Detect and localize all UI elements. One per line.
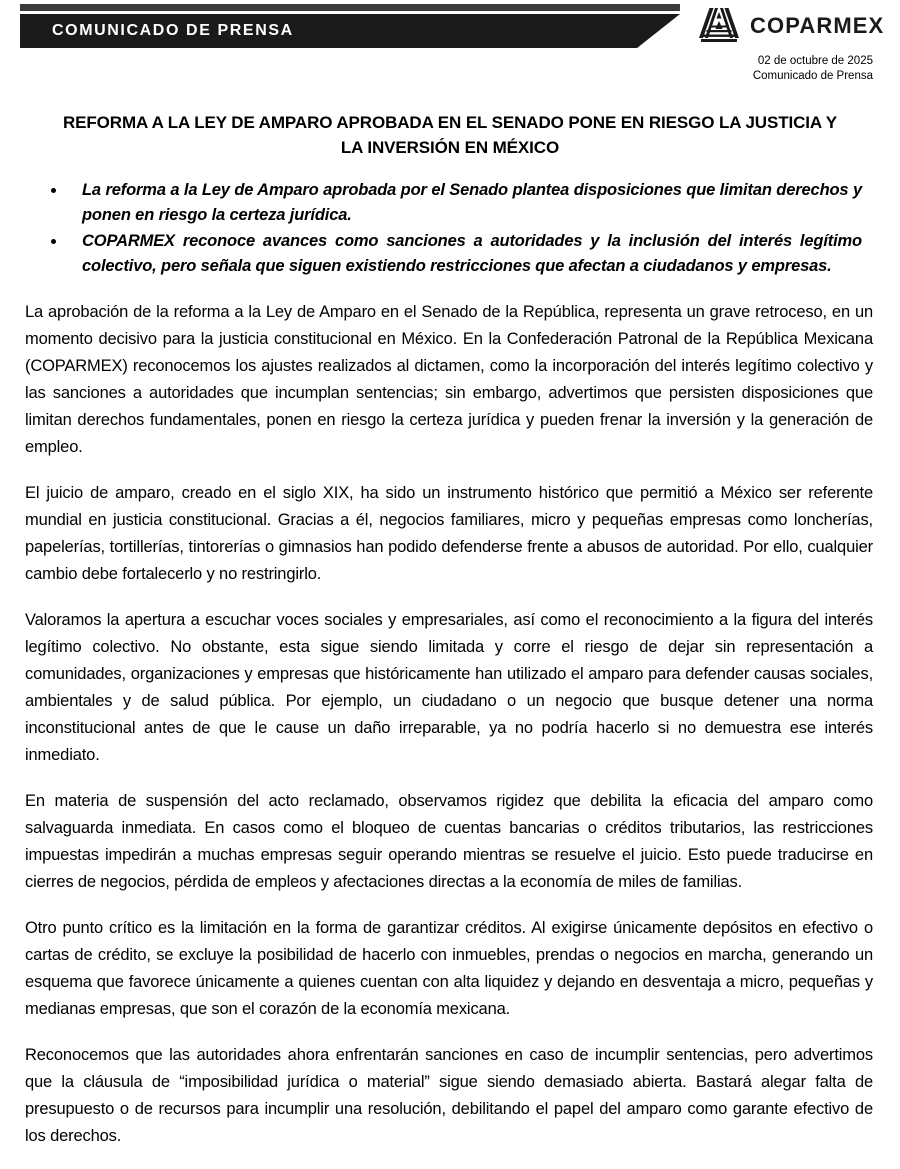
- body-paragraph: El juicio de amparo, creado en el siglo XIX, ha sido un instrumento histórico que permitió a México ser referente mundial en justicia constitucional. Gracias a él, negocios familiares, micro y pequeñas empresas como loncherías, papelerías, tortillerías, tintorerías o gimnasios han podido defenderse frente a abusos de autoridad. Por ello, cualquier cambio debe fortalecerlo y no restringirlo.: [25, 484, 873, 583]
- press-release-banner-label: COMUNICADO DE PRENSA: [52, 22, 294, 39]
- header-top-rule: [20, 4, 680, 11]
- document-type: Comunicado de Prensa: [752, 70, 873, 82]
- body-paragraph: Valoramos la apertura a escuchar voces sociales y empresariales, así como el reconocimiento a la figura del interés legítimo colectivo. No obstante, esta sigue siendo limitada y corre el riesgo de dejar sin representación a comunidades, organizaciones y empresas que históricamente han utilizado el amparo para defender causas sociales, ambientales y de salud pública. Por ejemplo, un ciudadano o un negocio que busque detener una norma inconstitucional antes de que le cause un daño irreparable, ya no podría hacerlo si no demuestra ese interés inmediato.: [25, 611, 873, 764]
- coparmex-pyramid-logo-icon: [697, 6, 741, 46]
- list-item: COPARMEX reconoce avances como sanciones a autoridades y la inclusión del interés legítimo colectivo, pero señala que siguen existiendo restricciones que afectan a ciudadanos y empresas.: [38, 229, 862, 279]
- coparmex-wordmark: COPARMEX: [750, 13, 885, 38]
- body-copy: [25, 299, 873, 1150]
- page-title: REFORMA A LA LEY DE AMPARO APROBADA EN EL SENADO PONE EN RIESGO LA JUSTICIA Y LA INVERSIÓN EN MÉXICO: [62, 113, 838, 157]
- body-paragraph: En materia de suspensión del acto reclamado, observamos rigidez que debilita la eficacia del amparo como salvaguarda inmediata. En casos como el bloqueo de cuentas bancarias o créditos tributarios, las restricciones impuestas impedirán a muchas empresas seguir operando mientras se resuelve el juicio. Esto puede traducirse en cierres de negocios, pérdida de empleos y afectaciones directas a la economía de miles de familias.: [25, 792, 873, 891]
- body-paragraph: La aprobación de la reforma a la Ley de Amparo en el Senado de la República, representa un grave retroceso, en un momento decisivo para la justicia constitucional en México. En la Confederación Patronal de la República Mexicana (COPARMEX) reconocemos los ajustes realizados al dictamen, como la incorporación del interés legítimo colectivo y las sanciones a autoridades que incumplan sentencias; sin embargo, advertimos que persisten disposiciones que limitan derechos fundamentales, ponen en riesgo la certeza jurídica y pueden frenar la inversión y la generación de empleo.: [25, 303, 873, 456]
- publication-date: 02 de octubre de 2025: [757, 55, 873, 67]
- key-points-list: [38, 178, 862, 279]
- coparmex-brand: [697, 6, 884, 46]
- body-paragraph: Reconocemos que las autoridades ahora enfrentarán sanciones en caso de incumplir sentencias, pero advertimos que la cláusula de “imposibilidad jurídica o material” sigue siendo demasiado abierta. Bastará alegar falta de presupuesto o de recursos para incumplir una resolución, debilitando el papel del amparo como garante efectivo de los derechos.: [25, 1046, 873, 1145]
- list-item: La reforma a la Ley de Amparo aprobada por el Senado plantea disposiciones que limitan derechos y ponen en riesgo la certeza jurídica.: [38, 178, 862, 228]
- document-header: [0, 0, 900, 96]
- body-paragraph: Otro punto crítico es la limitación en la forma de garantizar créditos. Al exigirse únicamente depósitos en efectivo o cartas de crédito, se excluye la posibilidad de hacerlo con inmuebles, prendas o negocios en marcha, generando un esquema que favorece únicamente a quienes cuentan con alta liquidez y dejando en desventaja a micro, pequeñas y medianas empresas, que son el corazón de la economía mexicana.: [25, 919, 873, 1018]
- document-meta: [753, 54, 873, 84]
